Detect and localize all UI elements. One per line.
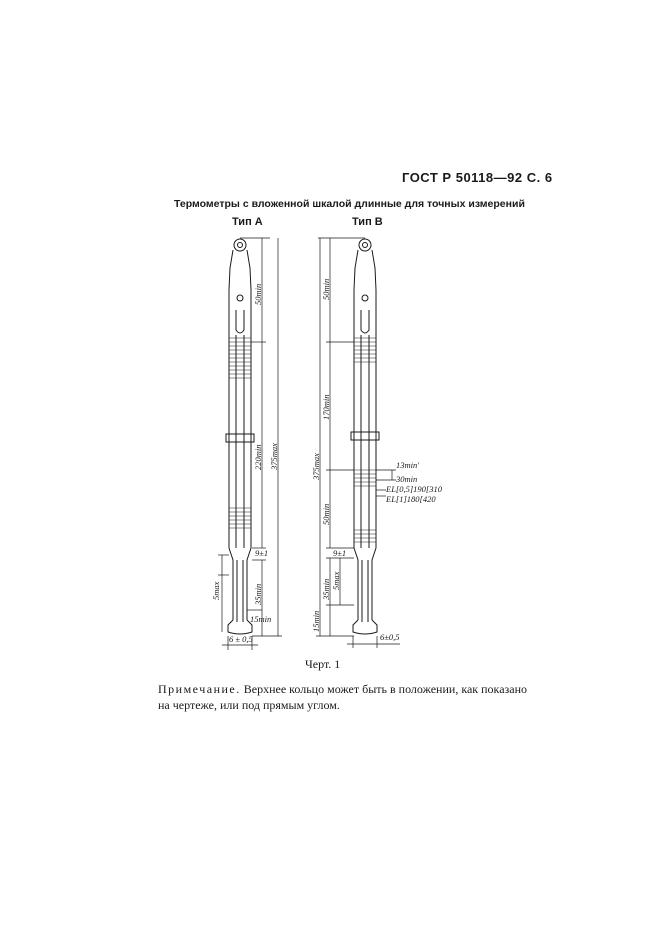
dim-b-375max: 375max <box>311 453 321 480</box>
note-paragraph <box>158 681 533 713</box>
figure-caption: Черт. 1 <box>305 657 341 671</box>
dim-b-el2: EL[1]180[420 <box>386 494 436 504</box>
note-text: Верхнее кольцо может быть в положении, как показано на чертеже, или под прямым углом. <box>158 682 528 712</box>
thermometer-type-a <box>226 239 254 634</box>
dim-b-50min-top: 50min <box>321 278 331 300</box>
dim-a-9: 9±1 <box>255 548 269 558</box>
dim-a-5max: 5max <box>211 581 221 600</box>
dim-b-5max: 5max <box>331 571 341 590</box>
figure-title: Термометры с вложенной шкалой длинные для точных измерений <box>174 198 525 210</box>
thermometer-type-b <box>351 239 379 634</box>
dim-b-15min: 15min <box>311 610 321 632</box>
dim-b-el1: EL[0,5]190[310 <box>386 484 442 494</box>
dim-b-13min: 13min' <box>396 460 420 470</box>
dim-b-30min: 30min <box>396 474 418 484</box>
note-label: Примечание. <box>158 682 241 696</box>
dim-a-6: 6 ± 0,5 <box>229 634 253 644</box>
dim-b-9: 9±1 <box>333 548 347 558</box>
dim-a-15min: 15min <box>250 614 272 624</box>
dim-a-220min: 220min <box>253 444 263 470</box>
dim-b-35min: 35min <box>321 578 331 600</box>
dim-a-35min: 35min <box>253 583 263 605</box>
dim-a-50min: 50min <box>253 283 263 305</box>
page-header-ref: ГОСТ Р 50118—92 С. 6 <box>402 170 553 185</box>
type-b-label: Тип В <box>352 216 383 228</box>
type-a-label: Тип А <box>232 216 263 228</box>
dim-b-170min: 170min <box>321 394 331 420</box>
dim-a-375max: 375max <box>269 443 279 470</box>
dim-b-50min-mid: 50min <box>321 503 331 525</box>
dim-b-6: 6±0,5 <box>380 632 400 642</box>
